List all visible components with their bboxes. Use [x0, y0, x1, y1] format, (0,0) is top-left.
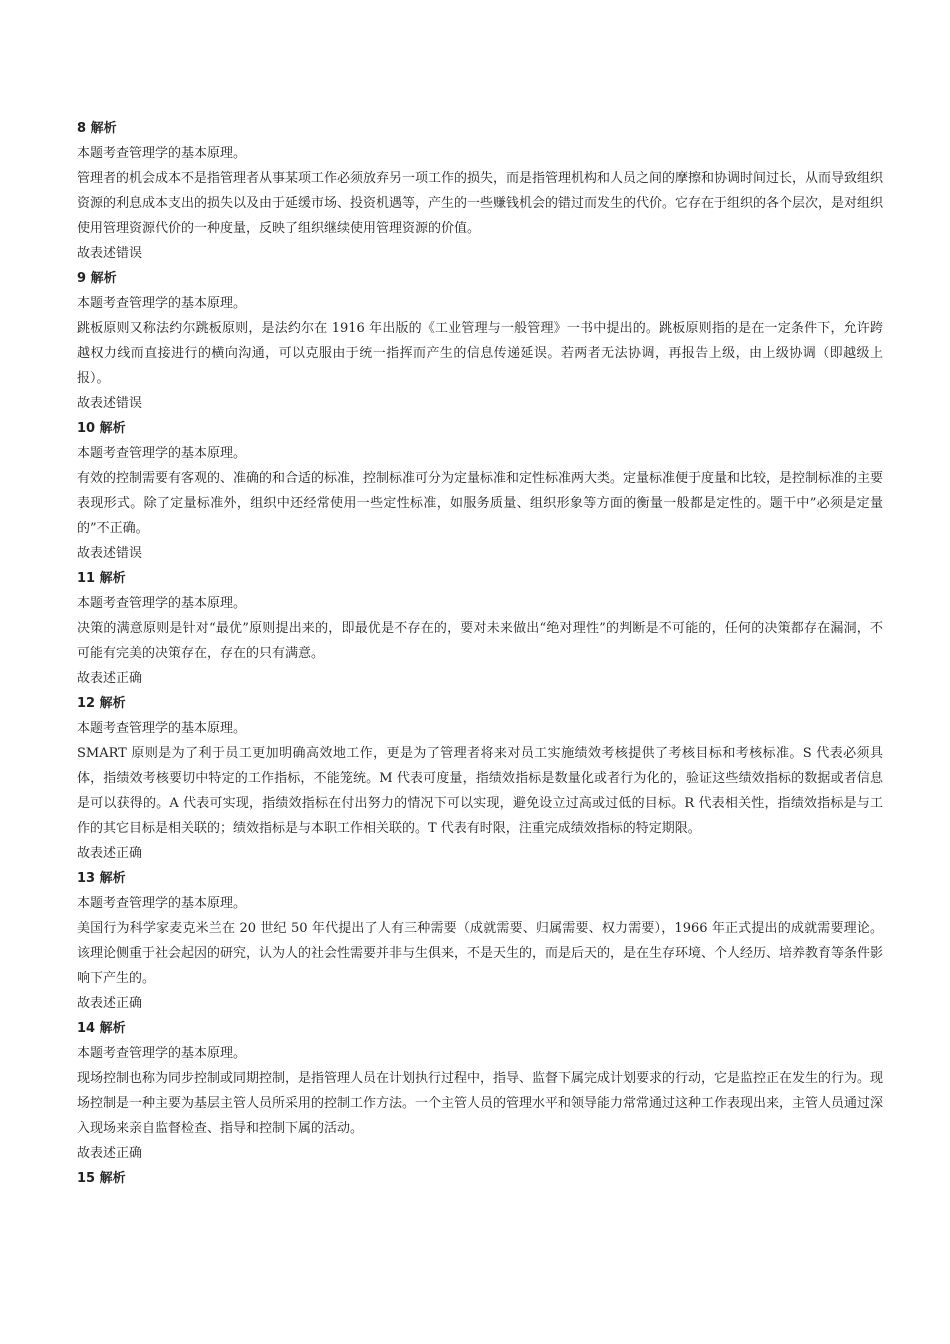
document-page	[77, 116, 883, 1191]
section-conclusion: 故表述错误	[77, 246, 143, 261]
section-intro: 本题考查管理学的基本原理。	[77, 296, 247, 311]
section-intro: 本题考查管理学的基本原理。	[77, 896, 247, 911]
section-conclusion: 故表述错误	[77, 546, 143, 561]
section-intro: 本题考查管理学的基本原理。	[77, 1046, 247, 1061]
section-conclusion: 故表述正确	[77, 671, 143, 686]
answer-section-12	[77, 691, 883, 866]
section-body: 跳板原则又称法约尔跳板原则，是法约尔在 1916 年出版的《工业管理与一般管理》一书中提出的。跳板原则指的是在一定条件下，允许跨越权力线而直接进行的横向沟通，可以克服由于统一指挥而产生的信息传递延误。若两者无法协调，再报告上级，由上级协调（即越级上报）。	[77, 321, 883, 386]
section-heading: 13 解析	[77, 871, 126, 886]
section-conclusion: 故表述正确	[77, 846, 143, 861]
section-heading: 8 解析	[77, 121, 117, 136]
section-intro: 本题考查管理学的基本原理。	[77, 446, 247, 461]
section-body: 决策的满意原则是针对“最优”原则提出来的，即最优是不存在的，要对未来做出“绝对理性”的判断是不可能的，任何的决策都存在漏洞，不可能有完美的决策存在，存在的只有满意。	[77, 621, 883, 661]
section-conclusion: 故表述错误	[77, 396, 143, 411]
answer-section-10	[77, 416, 883, 566]
answer-section-8	[77, 116, 883, 266]
section-heading: 9 解析	[77, 271, 117, 286]
section-heading: 14 解析	[77, 1021, 126, 1036]
section-heading: 12 解析	[77, 696, 126, 711]
section-conclusion: 故表述正确	[77, 996, 143, 1011]
section-body: 美国行为科学家麦克米兰在 20 世纪 50 年代提出了人有三种需要（成就需要、归属需要、权力需要），1966 年正式提出的成就需要理论。该理论侧重于社会起因的研究，认为人的社会性需要并非与生俱来，不是天生的，而是后天的，是在生存环境、个人经历、培养教育等条件影响下产生的。	[77, 921, 884, 986]
section-intro: 本题考查管理学的基本原理。	[77, 721, 247, 736]
section-heading-15: 15 解析	[77, 1171, 126, 1186]
answer-section-14	[77, 1016, 883, 1166]
section-heading: 10 解析	[77, 421, 126, 436]
answer-section-11	[77, 566, 883, 691]
section-heading: 11 解析	[77, 571, 126, 586]
section-intro: 本题考查管理学的基本原理。	[77, 146, 247, 161]
section-body: SMART 原则是为了利于员工更加明确高效地工作，更是为了管理者将来对员工实施绩效考核提供了考核目标和考核标准。S 代表必须具体，指绩效考核要切中特定的工作指标，不能笼统。M 代表可度量，指绩效指标是数量化或者行为化的，验证这些绩效指标的数据或者信息是可以获得的。A 代表可实现，指绩效指标在付出努力的情况下可以实现，避免设立过高或过低的目标。R 代表相关性，指绩效指标是与工作的其它目标是相关联的；绩效指标是与本职工作相关联的。T 代表有时限，注重完成绩效指标的特定期限。	[77, 746, 883, 836]
section-body: 管理者的机会成本不是指管理者从事某项工作必须放弃另一项工作的损失，而是指管理机构和人员之间的摩擦和协调时间过长，从而导致组织资源的利息成本支出的损失以及由于延缓市场、投资机遇等，产生的一些赚钱机会的错过而发生的代价。它存在于组织的各个层次，是对组织使用管理资源代价的一种度量，反映了组织继续使用管理资源的价值。	[77, 171, 884, 236]
answer-section-13	[77, 866, 883, 1016]
section-intro: 本题考查管理学的基本原理。	[77, 596, 247, 611]
section-body: 有效的控制需要有客观的、准确的和合适的标准，控制标准可分为定量标准和定性标准两大类。定量标准便于度量和比较，是控制标准的主要表现形式。除了定量标准外，组织中还经常使用一些定性标准，如服务质量、组织形象等方面的衡量一般都是定性的。题干中”必须是定量的”不正确。	[77, 471, 884, 536]
section-conclusion: 故表述正确	[77, 1146, 143, 1161]
section-body: 现场控制也称为同步控制或同期控制，是指管理人员在计划执行过程中，指导、监督下属完成计划要求的行动，它是监控正在发生的行为。现场控制是一种主要为基层主管人员所采用的控制工作方法。一个主管人员的管理水平和领导能力常常通过这种工作表现出来，主管人员通过深入现场来亲自监督检查、指导和控制下属的活动。	[77, 1071, 884, 1136]
answer-section-9	[77, 266, 883, 416]
